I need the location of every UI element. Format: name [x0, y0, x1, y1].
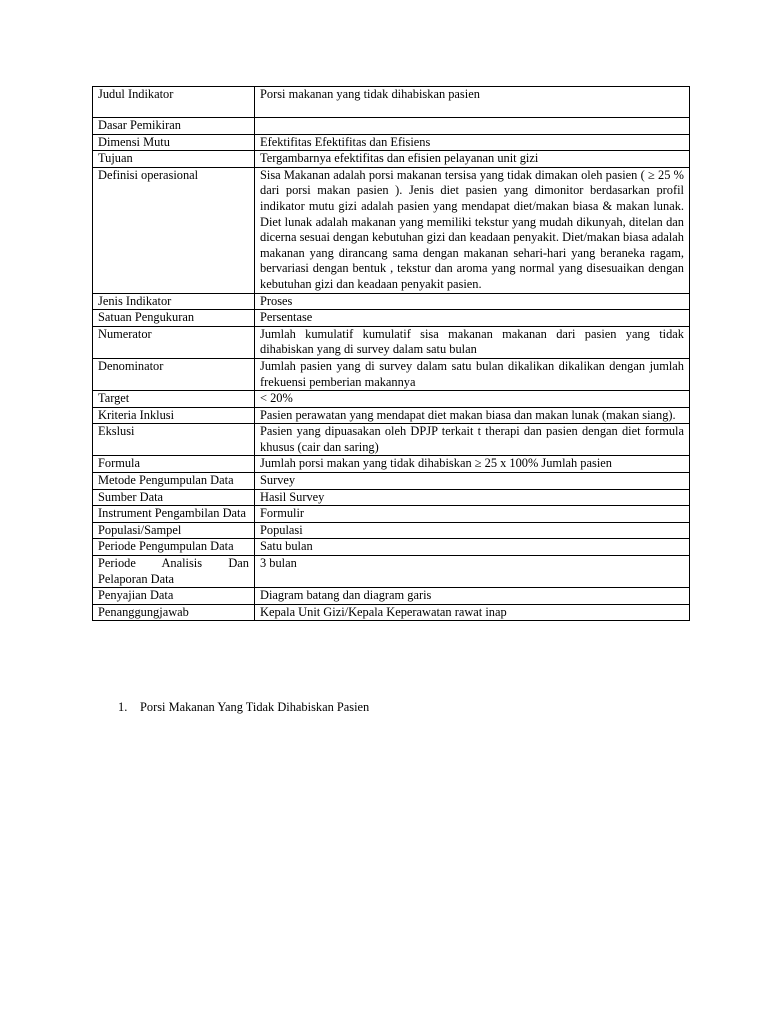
row-label: Judul Indikator — [93, 87, 255, 118]
row-sumber-data — [93, 489, 690, 506]
row-tujuan — [93, 151, 690, 168]
row-metode-pengumpulan-data — [93, 473, 690, 490]
row-satuan-pengukuran — [93, 310, 690, 327]
row-judul-indikator — [93, 87, 690, 118]
row-label: Tujuan — [93, 151, 255, 168]
row-label: Sumber Data — [93, 489, 255, 506]
row-value: Populasi — [255, 522, 690, 539]
row-label: Jenis Indikator — [93, 293, 255, 310]
row-value: Tergambarnya efektifitas dan efisien pelayanan unit gizi — [255, 151, 690, 168]
row-value: 3 bulan — [255, 556, 690, 588]
row-label: Instrument Pengambilan Data — [93, 506, 255, 523]
row-label: Definisi operasional — [93, 167, 255, 293]
row-jenis-indikator — [93, 293, 690, 310]
row-label: Satuan Pengukuran — [93, 310, 255, 327]
row-value: Satu bulan — [255, 539, 690, 556]
row-label: Penyajian Data — [93, 588, 255, 605]
row-label: Populasi/Sampel — [93, 522, 255, 539]
row-label: Target — [93, 391, 255, 408]
row-label: Dimensi Mutu — [93, 134, 255, 151]
row-formula — [93, 456, 690, 473]
row-ekslusi — [93, 424, 690, 456]
row-numerator — [93, 326, 690, 358]
row-label: Ekslusi — [93, 424, 255, 456]
row-label: Numerator — [93, 326, 255, 358]
indicator-profile-table — [92, 86, 690, 621]
row-penyajian-data — [93, 588, 690, 605]
row-instrument-pengambilan-data — [93, 506, 690, 523]
row-dimensi-mutu — [93, 134, 690, 151]
row-value: Survey — [255, 473, 690, 490]
row-value: Jumlah kumulatif kumulatif sisa makanan makanan dari pasien yang tidak dihabiskan yang di survey dalam satu bulan — [255, 326, 690, 358]
row-value: < 20% — [255, 391, 690, 408]
row-value: Persentase — [255, 310, 690, 327]
row-periode-analisis-pelaporan — [93, 556, 690, 588]
list-number: 1. — [118, 700, 128, 714]
row-periode-pengumpulan-data — [93, 539, 690, 556]
list-caption — [118, 700, 369, 715]
row-definisi-operasional — [93, 167, 690, 293]
row-label: Dasar Pemikiran — [93, 118, 255, 135]
row-populasi-sampel — [93, 522, 690, 539]
row-value: Porsi makanan yang tidak dihabiskan pasien — [255, 87, 690, 118]
row-value: Jumlah pasien yang di survey dalam satu bulan dikalikan dikalikan dengan jumlah frekuensi pemberian makannya — [255, 358, 690, 390]
row-dasar-pemikiran — [93, 118, 690, 135]
row-value: Proses — [255, 293, 690, 310]
row-label: Denominator — [93, 358, 255, 390]
row-label: Kriteria Inklusi — [93, 407, 255, 424]
row-value: Hasil Survey — [255, 489, 690, 506]
row-value: Pasien perawatan yang mendapat diet makan biasa dan makan lunak (makan siang). — [255, 407, 690, 424]
caption-text: Porsi Makanan Yang Tidak Dihabiskan Pasien — [140, 700, 370, 714]
row-value: Formulir — [255, 506, 690, 523]
row-label: Penanggungjawab — [93, 604, 255, 621]
row-value: Sisa Makanan adalah porsi makanan tersisa yang tidak dimakan oleh pasien ( ≥ 25 % dari porsi makan pasien ). Jenis diet pasien yang dimonitor berdasarkan profil indikator mutu gizi adalah pasien yang mendapat diet/makan biasa & makan lunak. Diet lunak adalah makanan yang memiliki tekstur yang mudah dikunyah, ditelan dan dicerna sesuai dengan kebutuhan gizi dan keadaan penyakit. Diet/makan biasa adalah makanan yang dirancang sama dengan makanan sehari-hari yang beraneka ragam, bervariasi dengan bentuk , tekstur dan aroma yang normal yang disesuaikan dengan kebutuhan gizi dan keadaan penyakit pasien. — [255, 167, 690, 293]
row-label: Periode Analisis Dan Pelaporan Data — [93, 556, 255, 588]
row-value: Kepala Unit Gizi/Kepala Keperawatan rawat inap — [255, 604, 690, 621]
row-penanggungjawab — [93, 604, 690, 621]
row-label: Metode Pengumpulan Data — [93, 473, 255, 490]
row-value: Efektifitas Efektifitas dan Efisiens — [255, 134, 690, 151]
row-value: Pasien yang dipuasakan oleh DPJP terkait t therapi dan pasien dengan diet formula khusus (cair dan saring) — [255, 424, 690, 456]
row-denominator — [93, 358, 690, 390]
row-value — [255, 118, 690, 135]
row-kriteria-inklusi — [93, 407, 690, 424]
row-target — [93, 391, 690, 408]
row-label: Formula — [93, 456, 255, 473]
row-label: Periode Pengumpulan Data — [93, 539, 255, 556]
row-value: Diagram batang dan diagram garis — [255, 588, 690, 605]
row-value: Jumlah porsi makan yang tidak dihabiskan ≥ 25 x 100% Jumlah pasien — [255, 456, 690, 473]
